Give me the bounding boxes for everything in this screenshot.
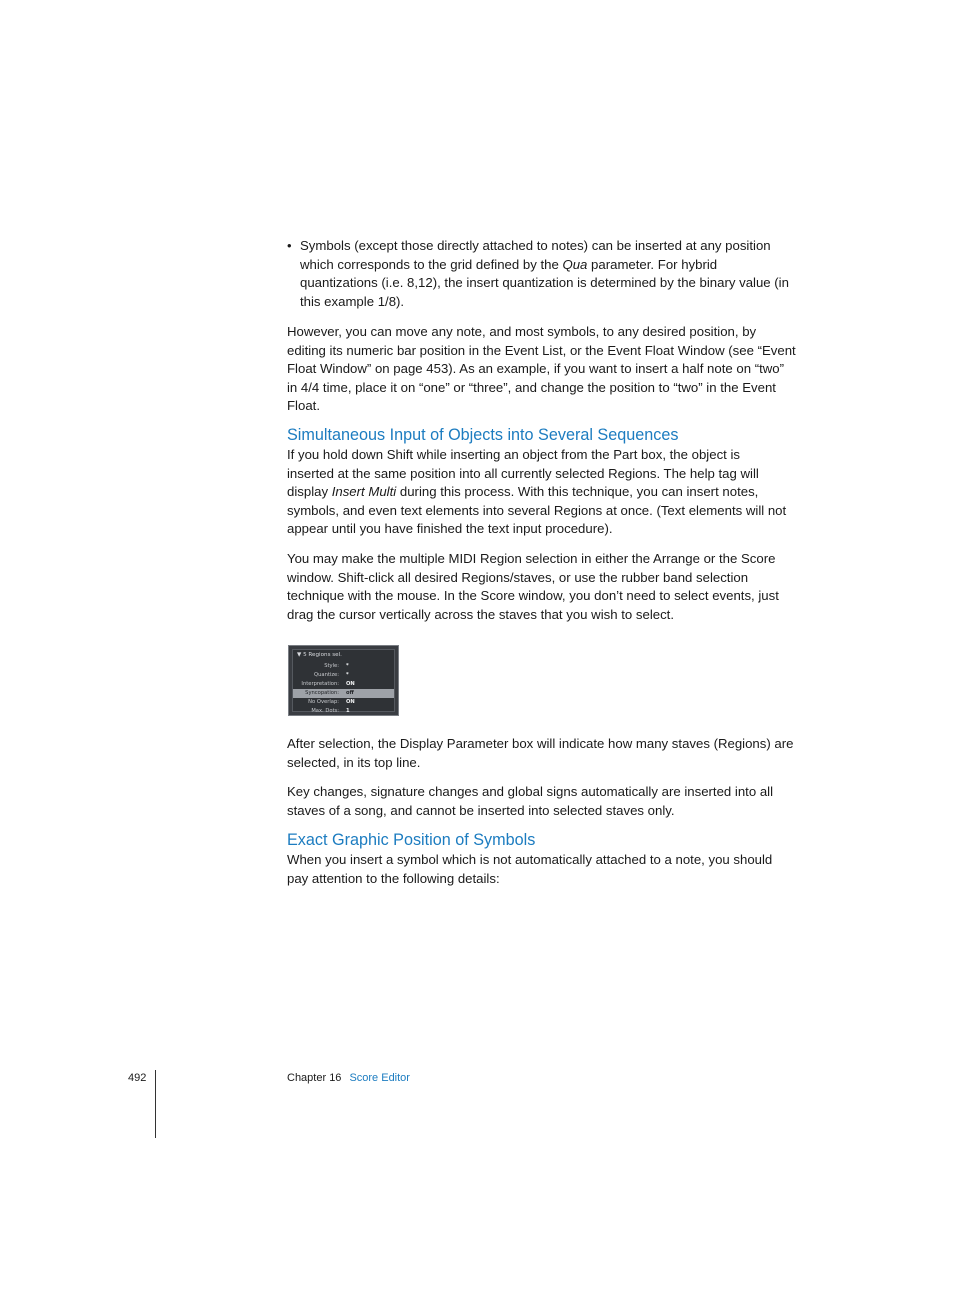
text-line: Float. [287,398,320,414]
panel-row-interpretation [293,680,394,689]
bullet-line: this example 1/8). [300,293,405,309]
section-heading-exact-position [287,830,799,850]
page-number: 492 [128,1072,147,1084]
panel-inner [292,649,395,712]
text-line: inserted at the same position into all currently selected Regions. The help tag will [287,465,759,481]
panel-row-style [293,662,394,671]
row-key: Interpretation: [301,681,339,687]
paragraph-shift-insert [287,446,799,539]
panel-row-no-overlap [293,698,394,707]
chapter-footer [287,1070,410,1086]
text-emphasis: Insert Multi [331,484,397,500]
heading-text: Exact Graphic Position of Symbols [287,831,536,849]
row-value: off [346,690,354,696]
text-line: appear until you have finished the text input procedure). [287,521,613,537]
row-key: Style: [324,663,339,669]
paragraph-symbol-details [287,851,799,888]
paragraph-after-selection [287,735,799,772]
text-line: When you insert a symbol which is not automatically attached to a note, you should [287,852,773,867]
text-line: during this process. With this technique, you can insert notes, [396,484,759,500]
text-line: However, you can move any note, and most symbols, to any desired position, by [287,324,757,339]
paragraph-region-selection [287,550,799,624]
row-key: Max. Dots: [311,708,339,714]
row-key: No Overlap: [308,699,339,705]
bullet-item [287,237,799,311]
section-heading-simultaneous-input [287,425,799,445]
text-line: technique with the mouse. In the Score window, you don’t need to select events, just [287,588,779,604]
bullet-emphasis: Qua [562,256,588,272]
heading-text: Simultaneous Input of Objects into Several Sequences [287,426,679,444]
bullet-text [300,237,799,311]
text-line: You may make the multiple MIDI Region selection in either the Arrange or the Score [287,551,776,566]
text-line: editing its numeric bar position in the Event List, or the Event Float Window (see “Event [287,342,796,358]
paragraph-key-changes [287,783,799,820]
text-line: After selection, the Display Parameter box will indicate how many staves (Regions) are [287,736,794,751]
text-line: in 4/4 time, place it on “one” or “three”, and change the position to “two” in the Event [287,379,776,395]
panel-row-syncopation [293,689,394,698]
chapter-label: Chapter 16 [287,1072,342,1084]
text-line: symbols, and even text elements into several Regions at once. (Text elements will not [287,502,787,518]
footer-divider [155,1070,156,1138]
display-parameter-box-screenshot [288,645,399,716]
bullet-line: which corresponds to the grid defined by the [300,256,563,272]
panel-row-quantize [293,671,394,680]
text-line: window. Shift-click all desired Regions/staves, or use the rubber band selection [287,569,749,585]
row-value: * [346,663,349,669]
row-value: ON [346,681,355,687]
text-line: selected, in its top line. [287,754,421,770]
bullet-line: parameter. For hybrid [587,256,718,272]
row-value: ON [346,699,355,705]
text-line: If you hold down Shift while inserting an object from the Part box, the object is [287,447,741,462]
text-line: staves of a song, and cannot be inserted into selected staves only. [287,802,675,818]
text-line: Float Window” on page 453). As an example, if you want to insert a half note on “two” [287,361,784,377]
bullet-line: quantizations (i.e. 8,12), the insert quantization is determined by the binary value (in [300,275,789,291]
row-value: * [346,672,349,678]
text-line: pay attention to the following details: [287,870,500,886]
text-line: Key changes, signature changes and global signs automatically are inserted into all [287,784,774,799]
text-line: display [287,484,332,500]
text-line: drag the cursor vertically across the staves that you wish to select. [287,606,675,622]
row-value: 1 [346,708,350,714]
row-key: Syncopation: [305,690,339,696]
row-key: Quantize: [314,672,339,678]
bullet-dot: • [287,238,292,253]
bullet-line: Symbols (except those directly attached to notes) can be inserted at any position [300,238,771,253]
panel-row-max-dots [293,707,394,716]
chapter-title-link[interactable]: Score Editor [349,1072,410,1084]
panel-header: ▼ 5 Regions sel. [297,652,342,658]
paragraph-move-notes [287,323,799,416]
